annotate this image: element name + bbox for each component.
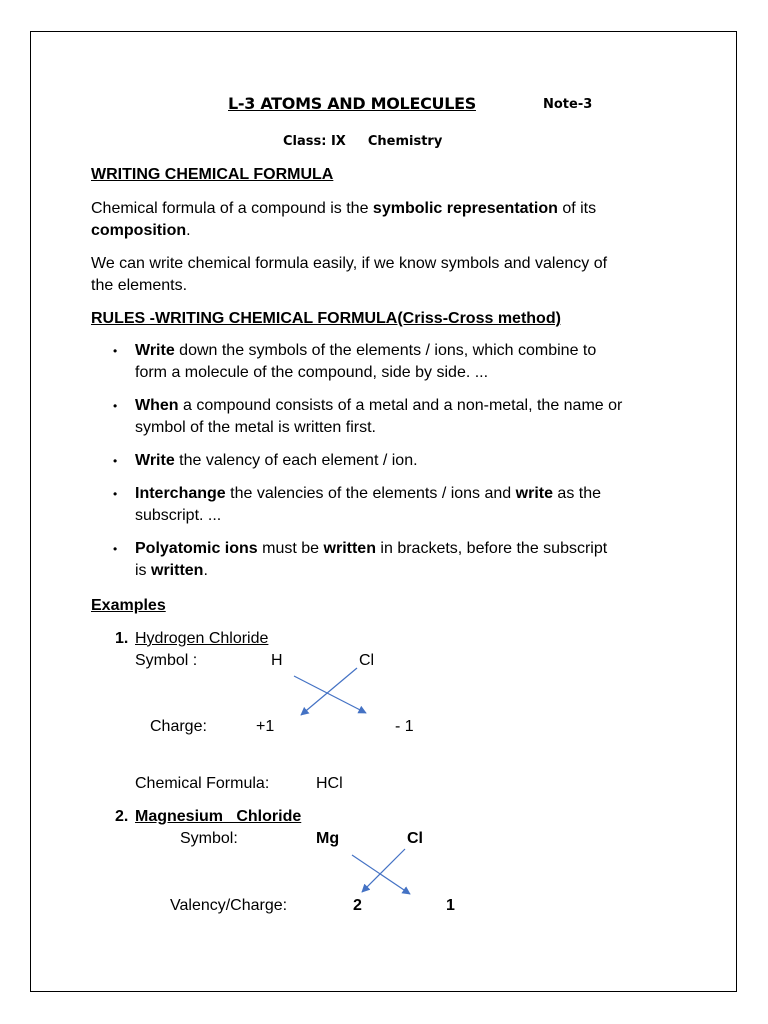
definition-paragraph: Chemical formula of a compound is the symbolic representation of its composition. xyxy=(91,200,597,239)
example-2-valency-a: 2 xyxy=(353,897,362,914)
list-item: • Write down the symbols of the elements / ions, which combine to form a molecule of the compound, side by side. ... xyxy=(113,342,597,381)
example-1-formula-label: Chemical Formula: xyxy=(135,775,270,792)
list-item: • Write the valency of each element / ion. xyxy=(113,450,713,472)
bullet-icon: • xyxy=(113,542,118,556)
bullet-icon: • xyxy=(113,487,118,501)
example-1-charge-b: - 1 xyxy=(395,718,414,735)
valency-paragraph: We can write chemical formula easily, if we know symbols and valency of the elements. xyxy=(91,255,608,294)
example-2-valency-b: 1 xyxy=(446,897,455,914)
list-item: • Interchange the valencies of the elements / ions and write as the subscript. ... xyxy=(113,485,602,524)
example-1-charge-label: Charge: xyxy=(150,718,207,735)
class-label: Class: IX xyxy=(283,134,346,149)
bullet-icon: • xyxy=(113,454,118,468)
bullet-icon: • xyxy=(113,399,118,413)
example-1-symbol-h: H xyxy=(271,652,283,669)
example-2-symbol-label: Symbol: xyxy=(180,830,238,847)
example-1-symbol-cl: Cl xyxy=(359,652,375,669)
ex2-arrow-cl-to-valency xyxy=(362,849,405,892)
example-1-formula: HCl xyxy=(316,775,343,792)
section-heading-writing-formula: WRITING CHEMICAL FORMULA xyxy=(91,166,334,183)
example-1-symbol-label: Symbol : xyxy=(135,652,198,669)
example-2-valency-label: Valency/Charge: xyxy=(170,897,288,914)
example-2-number: 2. xyxy=(115,808,129,825)
list-item: • When a compound consists of a metal and a non-metal, the name or symbol of the metal is written first. xyxy=(113,397,623,436)
list-item: • Polyatomic ions must be written in brackets, before the subscript is written. xyxy=(113,540,608,579)
ex1-arrow-cl-to-charge xyxy=(301,668,357,715)
subject-label: Chemistry xyxy=(367,134,443,149)
note-number: Note-3 xyxy=(543,97,593,112)
bullet-icon: • xyxy=(113,344,118,358)
example-2-name: Magnesium Chloride xyxy=(135,808,302,825)
example-1-number: 1. xyxy=(115,630,129,647)
example-1-charge-a: +1 xyxy=(256,718,275,735)
page-title: L-3 ATOMS AND MOLECULES xyxy=(228,94,476,113)
examples-heading: Examples xyxy=(91,597,166,614)
example-2-symbol-mg: Mg xyxy=(316,830,340,847)
ex1-arrow-h-to-charge xyxy=(294,676,366,713)
ex2-arrow-mg-to-valency xyxy=(352,855,410,894)
example-2-symbol-cl: Cl xyxy=(407,830,423,847)
section-heading-rules: RULES -WRITING CHEMICAL FORMULA(Criss-Cross method) xyxy=(91,310,561,327)
example-1-name: Hydrogen Chloride xyxy=(135,630,269,647)
